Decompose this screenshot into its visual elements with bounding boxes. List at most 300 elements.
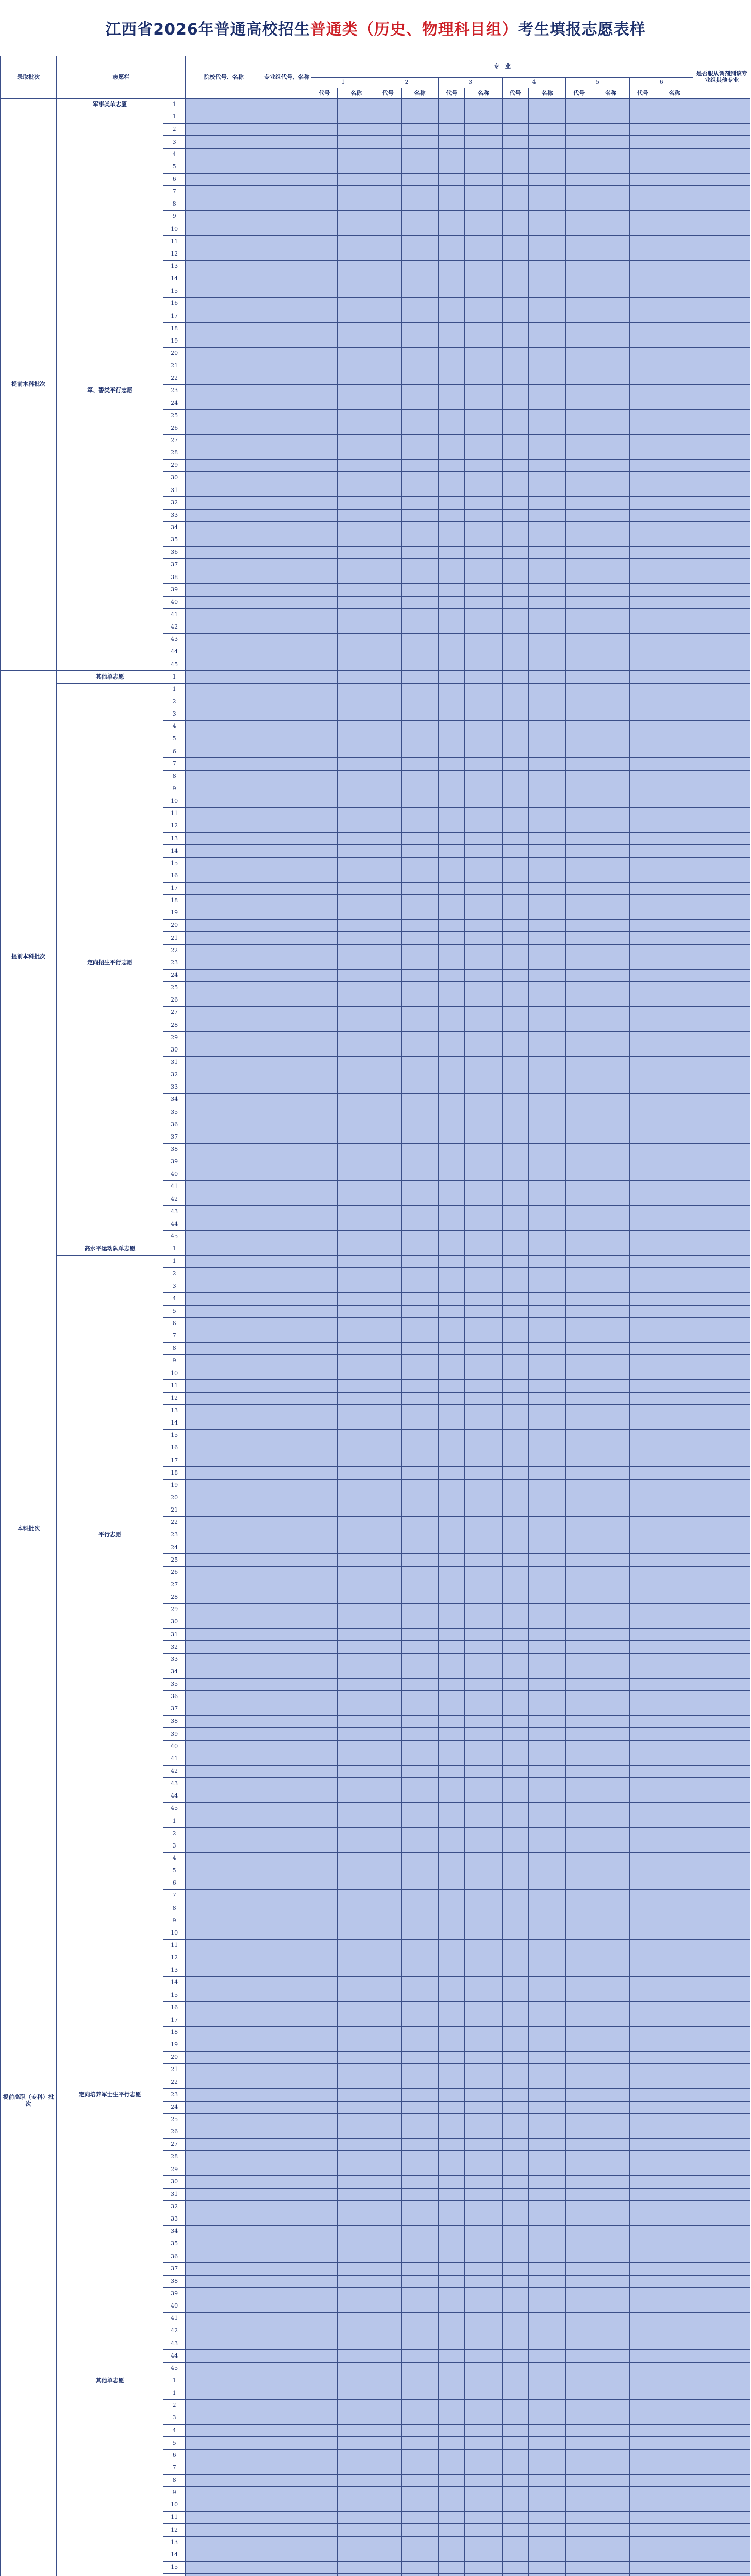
major-code-cell[interactable]: [311, 646, 338, 658]
major-name-cell[interactable]: [465, 1193, 503, 1206]
major-name-cell[interactable]: [528, 2573, 566, 2576]
major-code-cell[interactable]: [439, 460, 465, 472]
major-code-cell[interactable]: [439, 2300, 465, 2312]
major-name-cell[interactable]: [528, 2188, 566, 2200]
major-code-cell[interactable]: [439, 1044, 465, 1056]
major-code-cell[interactable]: [439, 857, 465, 870]
major-code-cell[interactable]: [629, 1890, 656, 1902]
major-name-cell[interactable]: [401, 845, 439, 857]
major-code-cell[interactable]: [629, 235, 656, 248]
group-cell[interactable]: [262, 1566, 311, 1579]
major-name-cell[interactable]: [656, 2176, 693, 2188]
major-code-cell[interactable]: [629, 1653, 656, 1666]
school-cell[interactable]: [186, 2536, 262, 2549]
adjust-cell[interactable]: [693, 434, 750, 447]
major-code-cell[interactable]: [566, 1330, 592, 1342]
major-code-cell[interactable]: [375, 1777, 401, 1790]
major-name-cell[interactable]: [528, 460, 566, 472]
major-name-cell[interactable]: [401, 2064, 439, 2076]
major-name-cell[interactable]: [592, 1877, 630, 1890]
major-code-cell[interactable]: [375, 521, 401, 534]
major-code-cell[interactable]: [629, 608, 656, 621]
major-code-cell[interactable]: [629, 2263, 656, 2275]
major-code-cell[interactable]: [439, 957, 465, 969]
major-code-cell[interactable]: [502, 2536, 528, 2549]
major-name-cell[interactable]: [528, 1703, 566, 1716]
major-code-cell[interactable]: [629, 397, 656, 410]
major-name-cell[interactable]: [338, 1703, 375, 1716]
school-cell[interactable]: [186, 1106, 262, 1118]
major-name-cell[interactable]: [656, 2524, 693, 2536]
major-name-cell[interactable]: [338, 770, 375, 783]
school-cell[interactable]: [186, 720, 262, 733]
major-name-cell[interactable]: [656, 671, 693, 683]
group-cell[interactable]: [262, 2188, 311, 2200]
major-code-cell[interactable]: [566, 1094, 592, 1106]
adjust-cell[interactable]: [693, 2524, 750, 2536]
major-code-cell[interactable]: [311, 509, 338, 521]
major-name-cell[interactable]: [528, 2287, 566, 2300]
major-code-cell[interactable]: [375, 1243, 401, 1255]
major-code-cell[interactable]: [311, 136, 338, 148]
major-name-cell[interactable]: [592, 907, 630, 920]
major-code-cell[interactable]: [375, 2399, 401, 2412]
major-code-cell[interactable]: [375, 1293, 401, 1305]
major-code-cell[interactable]: [439, 1069, 465, 1081]
major-name-cell[interactable]: [528, 1280, 566, 1293]
major-code-cell[interactable]: [375, 235, 401, 248]
major-name-cell[interactable]: [528, 1877, 566, 1890]
major-name-cell[interactable]: [338, 994, 375, 1007]
major-name-cell[interactable]: [338, 2287, 375, 2300]
major-name-cell[interactable]: [592, 2213, 630, 2225]
major-code-cell[interactable]: [629, 385, 656, 397]
school-cell[interactable]: [186, 1616, 262, 1629]
major-code-cell[interactable]: [566, 521, 592, 534]
major-code-cell[interactable]: [439, 1690, 465, 1703]
major-name-cell[interactable]: [592, 136, 630, 148]
group-cell[interactable]: [262, 646, 311, 658]
major-code-cell[interactable]: [439, 1143, 465, 1156]
major-name-cell[interactable]: [592, 870, 630, 882]
major-name-cell[interactable]: [465, 733, 503, 745]
major-name-cell[interactable]: [338, 1690, 375, 1703]
major-code-cell[interactable]: [566, 2188, 592, 2200]
adjust-cell[interactable]: [693, 1865, 750, 1877]
major-name-cell[interactable]: [528, 1206, 566, 1218]
adjust-cell[interactable]: [693, 1330, 750, 1342]
school-cell[interactable]: [186, 2226, 262, 2238]
major-code-cell[interactable]: [375, 770, 401, 783]
major-name-cell[interactable]: [465, 1641, 503, 1653]
major-code-cell[interactable]: [629, 1753, 656, 1765]
major-code-cell[interactable]: [629, 1131, 656, 1143]
group-cell[interactable]: [262, 285, 311, 298]
group-cell[interactable]: [262, 770, 311, 783]
major-name-cell[interactable]: [401, 1143, 439, 1156]
major-name-cell[interactable]: [656, 298, 693, 310]
major-code-cell[interactable]: [502, 1106, 528, 1118]
school-cell[interactable]: [186, 509, 262, 521]
major-code-cell[interactable]: [566, 298, 592, 310]
major-code-cell[interactable]: [502, 1305, 528, 1317]
major-code-cell[interactable]: [375, 733, 401, 745]
major-code-cell[interactable]: [566, 285, 592, 298]
major-code-cell[interactable]: [375, 2076, 401, 2089]
major-code-cell[interactable]: [311, 1653, 338, 1666]
major-name-cell[interactable]: [338, 683, 375, 696]
major-name-cell[interactable]: [465, 1964, 503, 1977]
major-code-cell[interactable]: [375, 1367, 401, 1380]
school-cell[interactable]: [186, 1840, 262, 1852]
major-name-cell[interactable]: [401, 260, 439, 273]
major-name-cell[interactable]: [656, 484, 693, 497]
major-name-cell[interactable]: [528, 1554, 566, 1566]
major-code-cell[interactable]: [439, 1616, 465, 1629]
major-name-cell[interactable]: [338, 621, 375, 633]
major-code-cell[interactable]: [566, 185, 592, 198]
major-code-cell[interactable]: [311, 2474, 338, 2486]
major-code-cell[interactable]: [566, 2561, 592, 2573]
major-code-cell[interactable]: [311, 323, 338, 335]
major-code-cell[interactable]: [311, 2362, 338, 2375]
major-code-cell[interactable]: [311, 807, 338, 820]
major-code-cell[interactable]: [311, 658, 338, 671]
major-code-cell[interactable]: [502, 2549, 528, 2561]
major-name-cell[interactable]: [656, 1293, 693, 1305]
major-name-cell[interactable]: [465, 1777, 503, 1790]
major-name-cell[interactable]: [592, 584, 630, 596]
major-code-cell[interactable]: [566, 1442, 592, 1454]
major-code-cell[interactable]: [311, 1964, 338, 1977]
major-name-cell[interactable]: [528, 472, 566, 484]
major-name-cell[interactable]: [656, 1317, 693, 1330]
group-cell[interactable]: [262, 2226, 311, 2238]
major-name-cell[interactable]: [592, 211, 630, 223]
school-cell[interactable]: [186, 1716, 262, 1728]
group-cell[interactable]: [262, 111, 311, 124]
major-name-cell[interactable]: [656, 1206, 693, 1218]
major-code-cell[interactable]: [375, 1641, 401, 1653]
major-name-cell[interactable]: [338, 285, 375, 298]
major-name-cell[interactable]: [338, 1803, 375, 1815]
major-code-cell[interactable]: [566, 720, 592, 733]
major-code-cell[interactable]: [439, 397, 465, 410]
major-code-cell[interactable]: [566, 1392, 592, 1404]
major-code-cell[interactable]: [566, 920, 592, 932]
group-cell[interactable]: [262, 584, 311, 596]
major-code-cell[interactable]: [502, 2002, 528, 2014]
major-name-cell[interactable]: [528, 833, 566, 845]
group-cell[interactable]: [262, 1516, 311, 1529]
major-code-cell[interactable]: [502, 2263, 528, 2275]
major-code-cell[interactable]: [375, 1019, 401, 1031]
major-name-cell[interactable]: [656, 410, 693, 422]
major-code-cell[interactable]: [375, 1516, 401, 1529]
major-code-cell[interactable]: [375, 2474, 401, 2486]
major-code-cell[interactable]: [439, 745, 465, 758]
major-code-cell[interactable]: [311, 671, 338, 683]
major-name-cell[interactable]: [465, 1803, 503, 1815]
major-name-cell[interactable]: [592, 646, 630, 658]
major-code-cell[interactable]: [566, 2375, 592, 2387]
major-code-cell[interactable]: [566, 198, 592, 211]
group-cell[interactable]: [262, 298, 311, 310]
major-name-cell[interactable]: [656, 385, 693, 397]
adjust-cell[interactable]: [693, 1118, 750, 1131]
major-code-cell[interactable]: [629, 497, 656, 509]
major-name-cell[interactable]: [338, 2462, 375, 2474]
major-code-cell[interactable]: [311, 2275, 338, 2287]
major-name-cell[interactable]: [338, 1504, 375, 1516]
major-name-cell[interactable]: [592, 1106, 630, 1118]
major-code-cell[interactable]: [502, 547, 528, 559]
major-code-cell[interactable]: [566, 1716, 592, 1728]
adjust-cell[interactable]: [693, 2337, 750, 2350]
major-code-cell[interactable]: [502, 1479, 528, 1492]
major-name-cell[interactable]: [656, 1492, 693, 1504]
major-code-cell[interactable]: [629, 733, 656, 745]
major-name-cell[interactable]: [465, 1280, 503, 1293]
major-code-cell[interactable]: [439, 1803, 465, 1815]
major-code-cell[interactable]: [375, 833, 401, 845]
major-code-cell[interactable]: [502, 298, 528, 310]
major-code-cell[interactable]: [439, 2052, 465, 2064]
major-name-cell[interactable]: [592, 1007, 630, 1019]
major-code-cell[interactable]: [375, 1504, 401, 1516]
group-cell[interactable]: [262, 385, 311, 397]
major-code-cell[interactable]: [629, 1317, 656, 1330]
major-code-cell[interactable]: [439, 1765, 465, 1777]
major-name-cell[interactable]: [465, 857, 503, 870]
major-name-cell[interactable]: [338, 484, 375, 497]
major-name-cell[interactable]: [656, 2238, 693, 2250]
major-code-cell[interactable]: [311, 347, 338, 360]
major-code-cell[interactable]: [502, 2387, 528, 2399]
major-name-cell[interactable]: [528, 185, 566, 198]
school-cell[interactable]: [186, 981, 262, 994]
major-code-cell[interactable]: [375, 1989, 401, 2002]
major-code-cell[interactable]: [311, 683, 338, 696]
major-code-cell[interactable]: [629, 559, 656, 571]
major-name-cell[interactable]: [401, 907, 439, 920]
major-name-cell[interactable]: [401, 1019, 439, 1031]
major-code-cell[interactable]: [375, 2026, 401, 2039]
school-cell[interactable]: [186, 1131, 262, 1143]
major-code-cell[interactable]: [629, 720, 656, 733]
major-name-cell[interactable]: [656, 1678, 693, 1690]
major-name-cell[interactable]: [656, 1156, 693, 1168]
major-code-cell[interactable]: [502, 683, 528, 696]
group-cell[interactable]: [262, 1890, 311, 1902]
major-name-cell[interactable]: [338, 2263, 375, 2275]
major-code-cell[interactable]: [629, 1803, 656, 1815]
school-cell[interactable]: [186, 2350, 262, 2362]
major-code-cell[interactable]: [375, 2325, 401, 2337]
major-code-cell[interactable]: [629, 957, 656, 969]
major-code-cell[interactable]: [439, 1877, 465, 1890]
major-code-cell[interactable]: [311, 2052, 338, 2064]
major-name-cell[interactable]: [592, 1305, 630, 1317]
major-code-cell[interactable]: [566, 2300, 592, 2312]
major-name-cell[interactable]: [592, 1653, 630, 1666]
major-code-cell[interactable]: [629, 2437, 656, 2449]
major-code-cell[interactable]: [566, 2151, 592, 2163]
group-cell[interactable]: [262, 1914, 311, 1927]
major-code-cell[interactable]: [375, 2549, 401, 2561]
major-name-cell[interactable]: [528, 1094, 566, 1106]
major-name-cell[interactable]: [338, 807, 375, 820]
major-code-cell[interactable]: [375, 2512, 401, 2524]
major-name-cell[interactable]: [401, 1131, 439, 1143]
major-code-cell[interactable]: [375, 2089, 401, 2101]
major-code-cell[interactable]: [311, 1168, 338, 1181]
major-name-cell[interactable]: [656, 1168, 693, 1181]
major-name-cell[interactable]: [401, 509, 439, 521]
major-name-cell[interactable]: [338, 596, 375, 608]
major-name-cell[interactable]: [528, 1566, 566, 1579]
major-name-cell[interactable]: [465, 1840, 503, 1852]
major-code-cell[interactable]: [375, 1193, 401, 1206]
major-name-cell[interactable]: [592, 2052, 630, 2064]
major-code-cell[interactable]: [311, 1343, 338, 1355]
major-name-cell[interactable]: [656, 1442, 693, 1454]
major-code-cell[interactable]: [502, 2250, 528, 2263]
group-cell[interactable]: [262, 198, 311, 211]
major-code-cell[interactable]: [375, 1964, 401, 1977]
major-name-cell[interactable]: [401, 2449, 439, 2462]
major-name-cell[interactable]: [528, 1927, 566, 1939]
major-code-cell[interactable]: [566, 497, 592, 509]
major-code-cell[interactable]: [629, 708, 656, 720]
group-cell[interactable]: [262, 2536, 311, 2549]
major-name-cell[interactable]: [592, 708, 630, 720]
major-name-cell[interactable]: [528, 1467, 566, 1479]
major-name-cell[interactable]: [592, 2499, 630, 2512]
major-name-cell[interactable]: [592, 185, 630, 198]
school-cell[interactable]: [186, 2362, 262, 2375]
major-code-cell[interactable]: [439, 1479, 465, 1492]
school-cell[interactable]: [186, 2462, 262, 2474]
major-name-cell[interactable]: [656, 1653, 693, 1666]
major-code-cell[interactable]: [311, 2412, 338, 2425]
major-code-cell[interactable]: [439, 559, 465, 571]
major-name-cell[interactable]: [465, 1106, 503, 1118]
major-code-cell[interactable]: [502, 1641, 528, 1653]
major-name-cell[interactable]: [338, 2499, 375, 2512]
major-code-cell[interactable]: [439, 1865, 465, 1877]
major-name-cell[interactable]: [465, 1430, 503, 1442]
major-code-cell[interactable]: [439, 845, 465, 857]
major-code-cell[interactable]: [311, 2287, 338, 2300]
major-name-cell[interactable]: [656, 1330, 693, 1342]
major-name-cell[interactable]: [656, 2275, 693, 2287]
major-code-cell[interactable]: [439, 497, 465, 509]
major-code-cell[interactable]: [439, 285, 465, 298]
major-code-cell[interactable]: [375, 2387, 401, 2399]
school-cell[interactable]: [186, 2064, 262, 2076]
major-code-cell[interactable]: [439, 173, 465, 185]
school-cell[interactable]: [186, 1603, 262, 1616]
major-name-cell[interactable]: [338, 1492, 375, 1504]
major-code-cell[interactable]: [375, 2238, 401, 2250]
major-code-cell[interactable]: [566, 2325, 592, 2337]
major-name-cell[interactable]: [592, 1914, 630, 1927]
major-code-cell[interactable]: [566, 1554, 592, 1566]
major-code-cell[interactable]: [629, 2026, 656, 2039]
adjust-cell[interactable]: [693, 1404, 750, 1417]
school-cell[interactable]: [186, 124, 262, 136]
major-name-cell[interactable]: [338, 1031, 375, 1044]
major-code-cell[interactable]: [439, 347, 465, 360]
major-name-cell[interactable]: [338, 1367, 375, 1380]
major-name-cell[interactable]: [465, 111, 503, 124]
major-code-cell[interactable]: [439, 1243, 465, 1255]
major-code-cell[interactable]: [311, 2524, 338, 2536]
major-name-cell[interactable]: [401, 1156, 439, 1168]
major-name-cell[interactable]: [401, 2076, 439, 2089]
adjust-cell[interactable]: [693, 2064, 750, 2076]
adjust-cell[interactable]: [693, 2536, 750, 2549]
group-cell[interactable]: [262, 124, 311, 136]
adjust-cell[interactable]: [693, 1380, 750, 1392]
major-code-cell[interactable]: [311, 1541, 338, 1554]
major-code-cell[interactable]: [502, 2151, 528, 2163]
major-name-cell[interactable]: [528, 323, 566, 335]
major-code-cell[interactable]: [629, 148, 656, 161]
major-name-cell[interactable]: [656, 807, 693, 820]
major-code-cell[interactable]: [629, 1106, 656, 1118]
major-name-cell[interactable]: [465, 335, 503, 347]
group-cell[interactable]: [262, 1902, 311, 1914]
adjust-cell[interactable]: [693, 969, 750, 981]
major-name-cell[interactable]: [338, 957, 375, 969]
major-code-cell[interactable]: [375, 2014, 401, 2026]
major-name-cell[interactable]: [656, 1454, 693, 1467]
major-code-cell[interactable]: [629, 323, 656, 335]
major-name-cell[interactable]: [465, 397, 503, 410]
school-cell[interactable]: [186, 745, 262, 758]
major-code-cell[interactable]: [375, 1541, 401, 1554]
adjust-cell[interactable]: [693, 460, 750, 472]
school-cell[interactable]: [186, 1404, 262, 1417]
group-cell[interactable]: [262, 907, 311, 920]
major-code-cell[interactable]: [311, 161, 338, 173]
group-cell[interactable]: [262, 2287, 311, 2300]
major-code-cell[interactable]: [311, 372, 338, 385]
major-name-cell[interactable]: [528, 2176, 566, 2188]
major-code-cell[interactable]: [629, 2337, 656, 2350]
major-code-cell[interactable]: [311, 2549, 338, 2561]
major-name-cell[interactable]: [528, 2076, 566, 2089]
major-code-cell[interactable]: [439, 1343, 465, 1355]
major-code-cell[interactable]: [439, 1330, 465, 1342]
major-name-cell[interactable]: [401, 1890, 439, 1902]
major-name-cell[interactable]: [338, 385, 375, 397]
major-name-cell[interactable]: [528, 795, 566, 807]
major-name-cell[interactable]: [401, 111, 439, 124]
major-name-cell[interactable]: [401, 2524, 439, 2536]
major-code-cell[interactable]: [375, 1678, 401, 1690]
major-code-cell[interactable]: [439, 2474, 465, 2486]
major-name-cell[interactable]: [528, 634, 566, 646]
major-name-cell[interactable]: [592, 857, 630, 870]
major-code-cell[interactable]: [502, 385, 528, 397]
major-name-cell[interactable]: [465, 534, 503, 546]
major-code-cell[interactable]: [629, 2449, 656, 2462]
major-name-cell[interactable]: [465, 521, 503, 534]
major-code-cell[interactable]: [629, 981, 656, 994]
